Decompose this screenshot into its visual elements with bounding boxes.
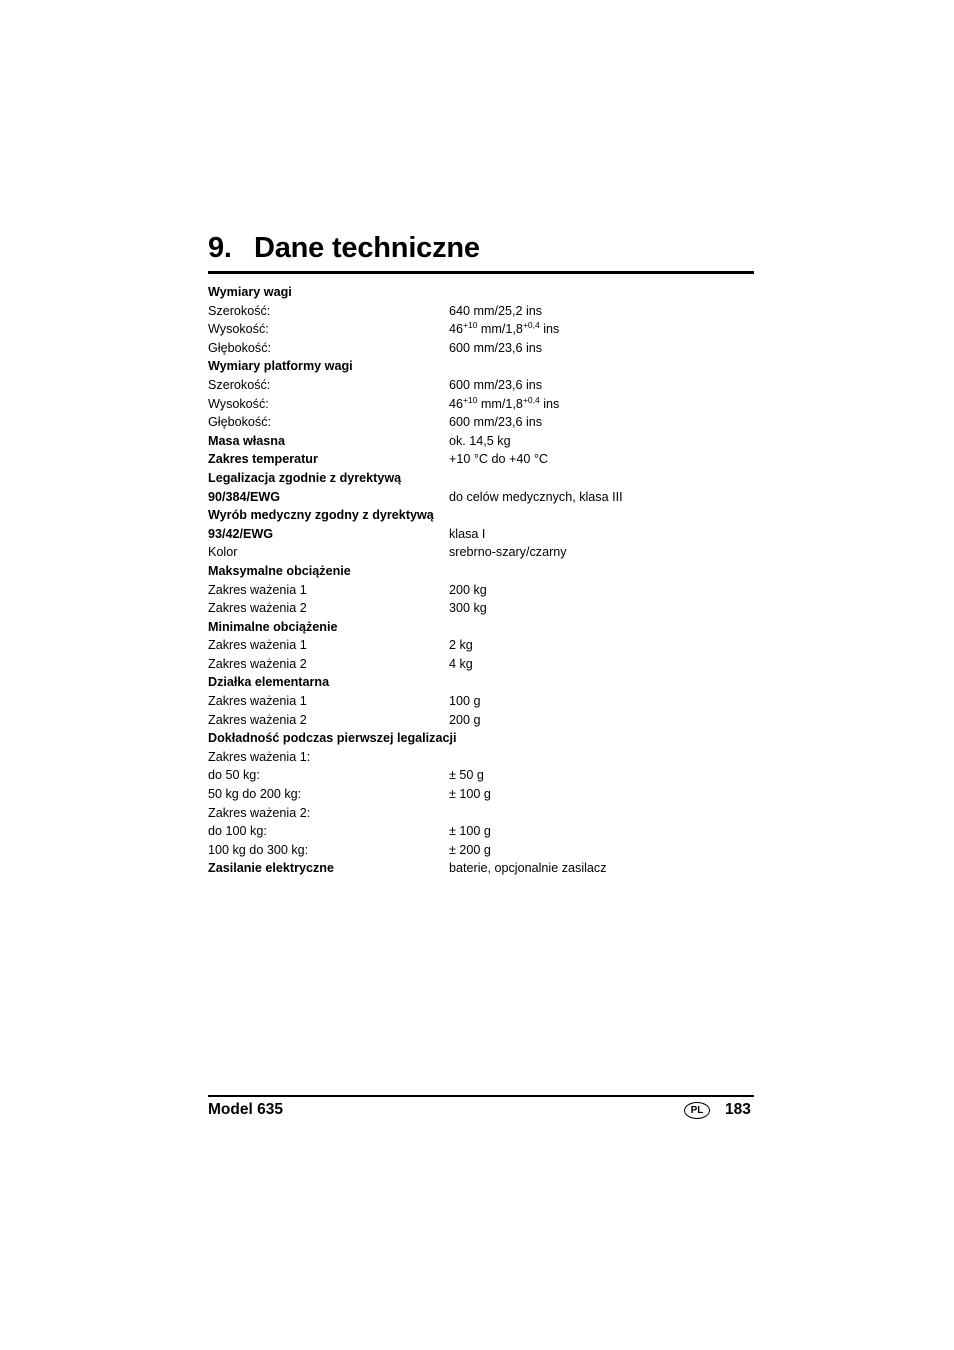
spec-label: Zakres ważenia 2: [208, 656, 307, 671]
spec-label: Zasilanie elektryczne: [208, 861, 335, 876]
spec-label: do 50 kg:: [208, 768, 260, 783]
spec-label: 93/42/EWG: [208, 526, 274, 541]
spec-label: Wymiary wagi: [208, 285, 292, 299]
spec-heading-row: [208, 469, 754, 488]
section-title: Dane techniczne: [254, 232, 480, 264]
spec-label: Szerokość:: [208, 377, 271, 392]
spec-label: Działka elementarna: [208, 675, 330, 690]
spec-heading-row: [208, 432, 754, 451]
spec-value: 100 g: [449, 694, 481, 709]
spec-value: 600 mm/23,6 ins: [449, 377, 543, 392]
spec-value-superscript: +10: [463, 394, 478, 405]
spec-value: 300 kg: [449, 601, 487, 616]
spec-row: [208, 302, 754, 321]
spec-label: Szerokość:: [208, 303, 271, 318]
spec-label: 100 kg do 300 kg:: [208, 842, 309, 857]
spec-row: [208, 804, 754, 823]
spec-value: baterie, opcjonalnie zasilacz: [449, 861, 607, 876]
spec-heading-row: [208, 450, 754, 469]
spec-label: 90/384/EWG: [208, 489, 281, 504]
spec-value-part: ins: [539, 322, 560, 337]
spec-value: ± 100 g: [449, 824, 491, 839]
spec-row: [208, 822, 754, 841]
spec-value: +10 °C do +40 °C: [449, 452, 548, 467]
spec-label: Wyrób medyczny zgodny z dyrektywą: [208, 508, 434, 523]
spec-value: ± 100 g: [449, 787, 491, 802]
spec-value-part: ins: [539, 396, 560, 411]
spec-value: 600 mm/23,6 ins: [449, 340, 543, 355]
spec-value: 2 kg: [449, 638, 473, 653]
page-number: 183: [725, 1101, 751, 1118]
spec-value: do celów medycznych, klasa III: [449, 489, 623, 504]
spec-row: [208, 636, 754, 655]
spec-value: 200 kg: [449, 582, 487, 597]
footer-divider: [208, 1095, 754, 1097]
spec-row: [208, 748, 754, 767]
spec-heading-row: [208, 859, 754, 878]
spec-label: Zakres ważenia 2:: [208, 805, 311, 820]
spec-label: Zakres ważenia 2: [208, 712, 307, 727]
spec-label: Zakres ważenia 1: [208, 694, 307, 709]
spec-value-superscript: +0,4: [522, 394, 540, 405]
spec-row: [208, 785, 754, 804]
spec-value: ± 50 g: [449, 768, 484, 783]
spec-label: Zakres ważenia 1: [208, 638, 307, 653]
spec-heading-row: [208, 525, 754, 544]
spec-table: [208, 283, 754, 878]
spec-value: [449, 320, 559, 339]
spec-row: [208, 543, 754, 562]
spec-row: [208, 692, 754, 711]
spec-value: 4 kg: [449, 656, 473, 671]
spec-row: [208, 320, 754, 339]
page-title: [208, 232, 480, 265]
spec-value: 200 g: [449, 712, 481, 727]
spec-heading-row: [208, 562, 754, 581]
spec-heading-row: [208, 506, 754, 525]
spec-value: ok. 14,5 kg: [449, 433, 511, 448]
spec-row: [208, 841, 754, 860]
spec-value: 600 mm/23,6 ins: [449, 415, 543, 430]
spec-label: Dokładność podczas pierwszej legalizacji: [208, 731, 457, 746]
spec-row: [208, 581, 754, 600]
spec-value: [449, 395, 559, 414]
spec-heading-row: [208, 283, 754, 302]
spec-label: Wysokość:: [208, 322, 269, 337]
spec-row: [208, 395, 754, 414]
spec-label: Kolor: [208, 545, 238, 560]
spec-row: [208, 599, 754, 618]
spec-value-superscript: +0,4: [522, 320, 540, 331]
spec-row: [208, 376, 754, 395]
spec-label: Masa własna: [208, 433, 286, 448]
spec-label: 50 kg do 200 kg:: [208, 787, 302, 802]
spec-value: 640 mm/25,2 ins: [449, 303, 543, 318]
spec-label: Wysokość:: [208, 396, 269, 411]
spec-label: Maksymalne obciążenie: [208, 563, 351, 578]
model-label: Model 635: [208, 1101, 283, 1118]
spec-label: Zakres temperatur: [208, 452, 318, 467]
section-number: 9.: [208, 232, 232, 264]
spec-value: srebrno-szary/czarny: [449, 545, 567, 560]
spec-heading-row: [208, 673, 754, 692]
spec-row: [208, 766, 754, 785]
spec-value-part: mm/1,8: [477, 396, 523, 411]
spec-row: [208, 711, 754, 730]
spec-value-part: mm/1,8: [477, 322, 523, 337]
spec-value: klasa I: [449, 526, 486, 541]
spec-heading-row: [208, 357, 754, 376]
spec-label: Głębokość:: [208, 415, 271, 430]
spec-heading-row: [208, 729, 754, 748]
spec-label: Zakres ważenia 2: [208, 601, 307, 616]
spec-label: Głębokość:: [208, 340, 271, 355]
spec-label: Minimalne obciążenie: [208, 619, 338, 634]
spec-row: [208, 339, 754, 358]
spec-row: [208, 655, 754, 674]
spec-value-superscript: +10: [463, 320, 478, 331]
spec-value-part: 46: [449, 396, 464, 411]
language-badge: PL: [684, 1102, 710, 1119]
spec-value-part: 46: [449, 322, 464, 337]
spec-label: Wymiary platformy wagi: [208, 359, 353, 374]
spec-row: [208, 413, 754, 432]
title-divider: [208, 271, 754, 274]
spec-heading-row: [208, 488, 754, 507]
spec-value: ± 200 g: [449, 842, 491, 857]
spec-label: Legalizacja zgodnie z dyrektywą: [208, 470, 402, 485]
spec-heading-row: [208, 618, 754, 637]
spec-label: Zakres ważenia 1:: [208, 749, 311, 764]
spec-label: do 100 kg:: [208, 824, 267, 839]
spec-label: Zakres ważenia 1: [208, 582, 307, 597]
